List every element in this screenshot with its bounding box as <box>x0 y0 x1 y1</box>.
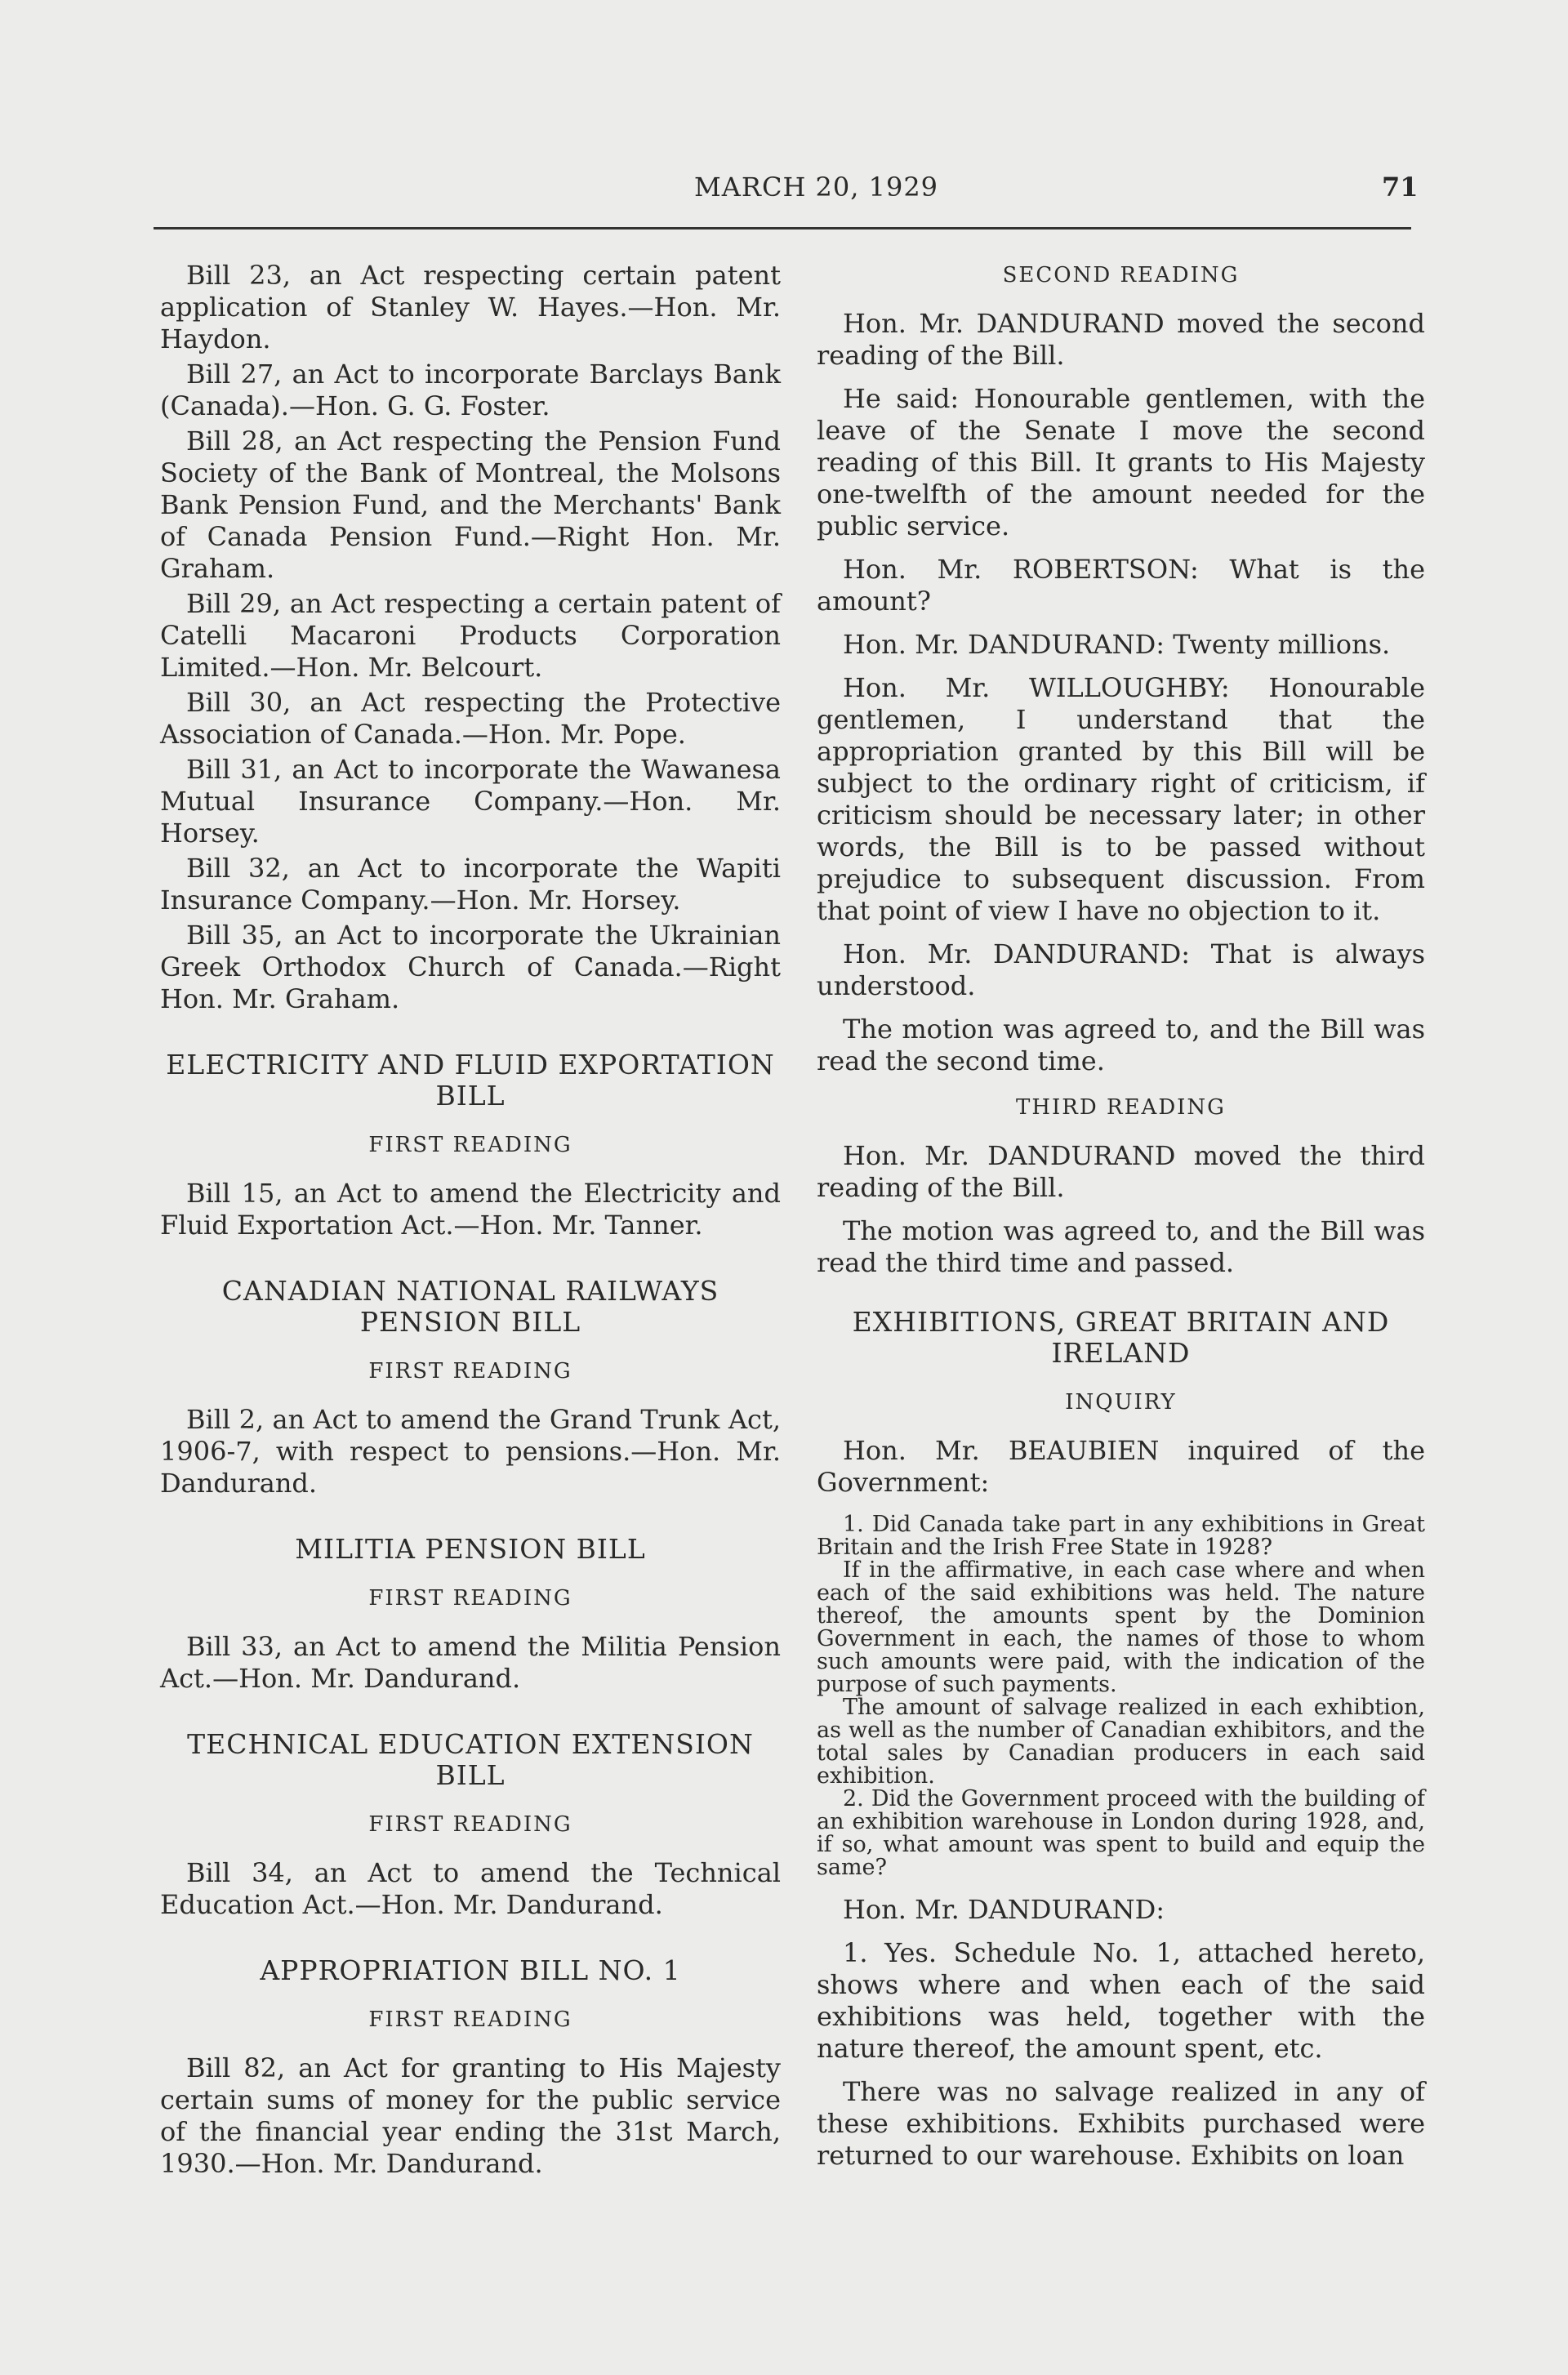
paragraph: He said: Honourable gentlemen, with the leave of the Senate I move the second reading of this Bill. It grants to His Majesty one-twelfth of the amount needed for the public service. <box>817 383 1425 541</box>
section-subheading: FIRST READING <box>368 1359 572 1384</box>
bill-entry: Bill 32, an Act to incorporate the Wapiti Insurance Company.—Hon. Mr. Horsey. <box>160 853 781 916</box>
right-column <box>817 260 1425 2175</box>
inquiry-subheading: INQUIRY <box>1065 1390 1177 1415</box>
section-subheading: FIRST READING <box>368 1812 572 1837</box>
second-reading-subheading: SECOND READING <box>1002 263 1240 287</box>
section-heading: CANADIAN NATIONAL RAILWAYS PENSION BILL <box>221 1275 719 1338</box>
bill-entry: Bill 31, an Act to incorporate the Wawanesa Mutual Insurance Company.—Hon. Mr. Horsey. <box>160 754 781 849</box>
bill-entry: Bill 23, an Act respecting certain patent application of Stanley W. Hayes.—Hon. Mr. Haydon. <box>160 260 781 354</box>
question-text: 1. Did Canada take part in any exhibitions in Great Britain and the Irish Free State in 1928? <box>817 1512 1425 1560</box>
question-text: 2. Did the Government proceed with the building of an exhibition warehouse in London during 1928, and, if so, what amount was spent to build and equip the same? <box>817 1786 1425 1880</box>
paragraph: Hon. Mr. BEAUBIEN inquired of the Government: <box>817 1435 1425 1498</box>
section-heading: TECHNICAL EDUCATION EXTENSION BILL <box>187 1728 754 1791</box>
bill-entry: Bill 28, an Act respecting the Pension Fund Society of the Bank of Montreal, the Molsons Bank Pension Fund, and the Merchants' Bank of Canada Pension Fund.—Right Hon. Mr. Graham. <box>160 426 781 584</box>
page-number: 71 <box>1382 172 1419 203</box>
section-heading: EXHIBITIONS, GREAT BRITAIN AND IRELAND <box>852 1306 1390 1369</box>
paragraph: Hon. Mr. ROBERTSON: What is the amount? <box>817 554 1425 617</box>
section-heading: APPROPRIATION BILL NO. 1 <box>260 1954 681 1986</box>
bill-entry: Bill 27, an Act to incorporate Barclays Bank (Canada).—Hon. G. G. Foster. <box>160 359 781 421</box>
section-heading: MILITIA PENSION BILL <box>295 1533 646 1565</box>
question-text: The amount of salvage realized in each exhibtion, as well as the number of Canadian exhibitors, and the total sales by Canadian producers in each said exhibition. <box>817 1695 1425 1789</box>
paragraph: There was no salvage realized in any of these exhibitions. Exhibits purchased were returned to our warehouse. Exhibits on loan <box>817 2076 1425 2171</box>
section-text: Bill 82, an Act for granting to His Majesty certain sums of money for the public service of the financial year ending the 31st March, 1930.—Hon. Mr. Dandurand. <box>160 2052 781 2179</box>
third-reading-subheading: THIRD READING <box>1016 1095 1226 1120</box>
section-text: Bill 2, an Act to amend the Grand Trunk Act, 1906-7, with respect to pensions.—Hon. Mr. Dandurand. <box>160 1404 781 1499</box>
section-heading: ELECTRICITY AND FLUID EXPORTATION BILL <box>166 1049 775 1112</box>
section-text: Bill 33, an Act to amend the Militia Pension Act.—Hon. Mr. Dandurand. <box>160 1631 781 1694</box>
paragraph: The motion was agreed to, and the Bill was read the second time. <box>817 1014 1425 1076</box>
paragraph: Hon. Mr. WILLOUGHBY: Honourable gentlemen, I understand that the appropriation granted by this Bill will be subject to the ordinary right of criticism, if criticism should be necessary later; in other words, the Bill is to be passed without prejudice to subsequent discussion. From that point of view I have no objection to it. <box>817 672 1425 926</box>
header-date: MARCH 20, 1929 <box>694 172 939 203</box>
paragraph: Hon. Mr. DANDURAND: That is always understood. <box>817 938 1425 1001</box>
bill-entry: Bill 30, an Act respecting the Protective Association of Canada.—Hon. Mr. Pope. <box>160 687 781 750</box>
paragraph: 1. Yes. Schedule No. 1, attached hereto, shows where and when each of the said exhibitions was held, together with the nature thereof, the amount spent, etc. <box>817 1937 1425 2064</box>
inquiry-questions <box>817 1513 1425 1879</box>
page-header <box>0 172 1568 221</box>
section-subheading: FIRST READING <box>368 1586 572 1611</box>
paragraph: Hon. Mr. DANDURAND: Twenty millions. <box>843 629 1391 660</box>
header-rule <box>154 227 1411 229</box>
paragraph: Hon. Mr. DANDURAND moved the second reading of the Bill. <box>817 308 1425 371</box>
section-text: Bill 34, an Act to amend the Technical Education Act.—Hon. Mr. Dandurand. <box>160 1857 781 1920</box>
question-text: If in the affirmative, in each case where and when each of the said exhibitions was held. The nature thereof, the amounts spent by the Dominion Government in each, the names of those to whom such amounts were paid, with the indication of the purpose of such payments. <box>817 1557 1425 1697</box>
section-subheading: FIRST READING <box>368 1133 572 1157</box>
section-subheading: FIRST READING <box>368 2007 572 2032</box>
bill-entry: Bill 29, an Act respecting a certain patent of Catelli Macaroni Products Corporation Limited.—Hon. Mr. Belcourt. <box>160 588 781 683</box>
left-column <box>160 260 781 2183</box>
paragraph: The motion was agreed to, and the Bill was read the third time and passed. <box>817 1215 1425 1278</box>
bill-entry: Bill 35, an Act to incorporate the Ukrainian Greek Orthodox Church of Canada.—Right Hon. Mr. Graham. <box>160 920 781 1014</box>
paragraph: Hon. Mr. DANDURAND: <box>843 1894 1165 1925</box>
paragraph: Hon. Mr. DANDURAND moved the third reading of the Bill. <box>817 1140 1425 1203</box>
section-text: Bill 15, an Act to amend the Electricity and Fluid Exportation Act.—Hon. Mr. Tanner. <box>160 1178 781 1241</box>
